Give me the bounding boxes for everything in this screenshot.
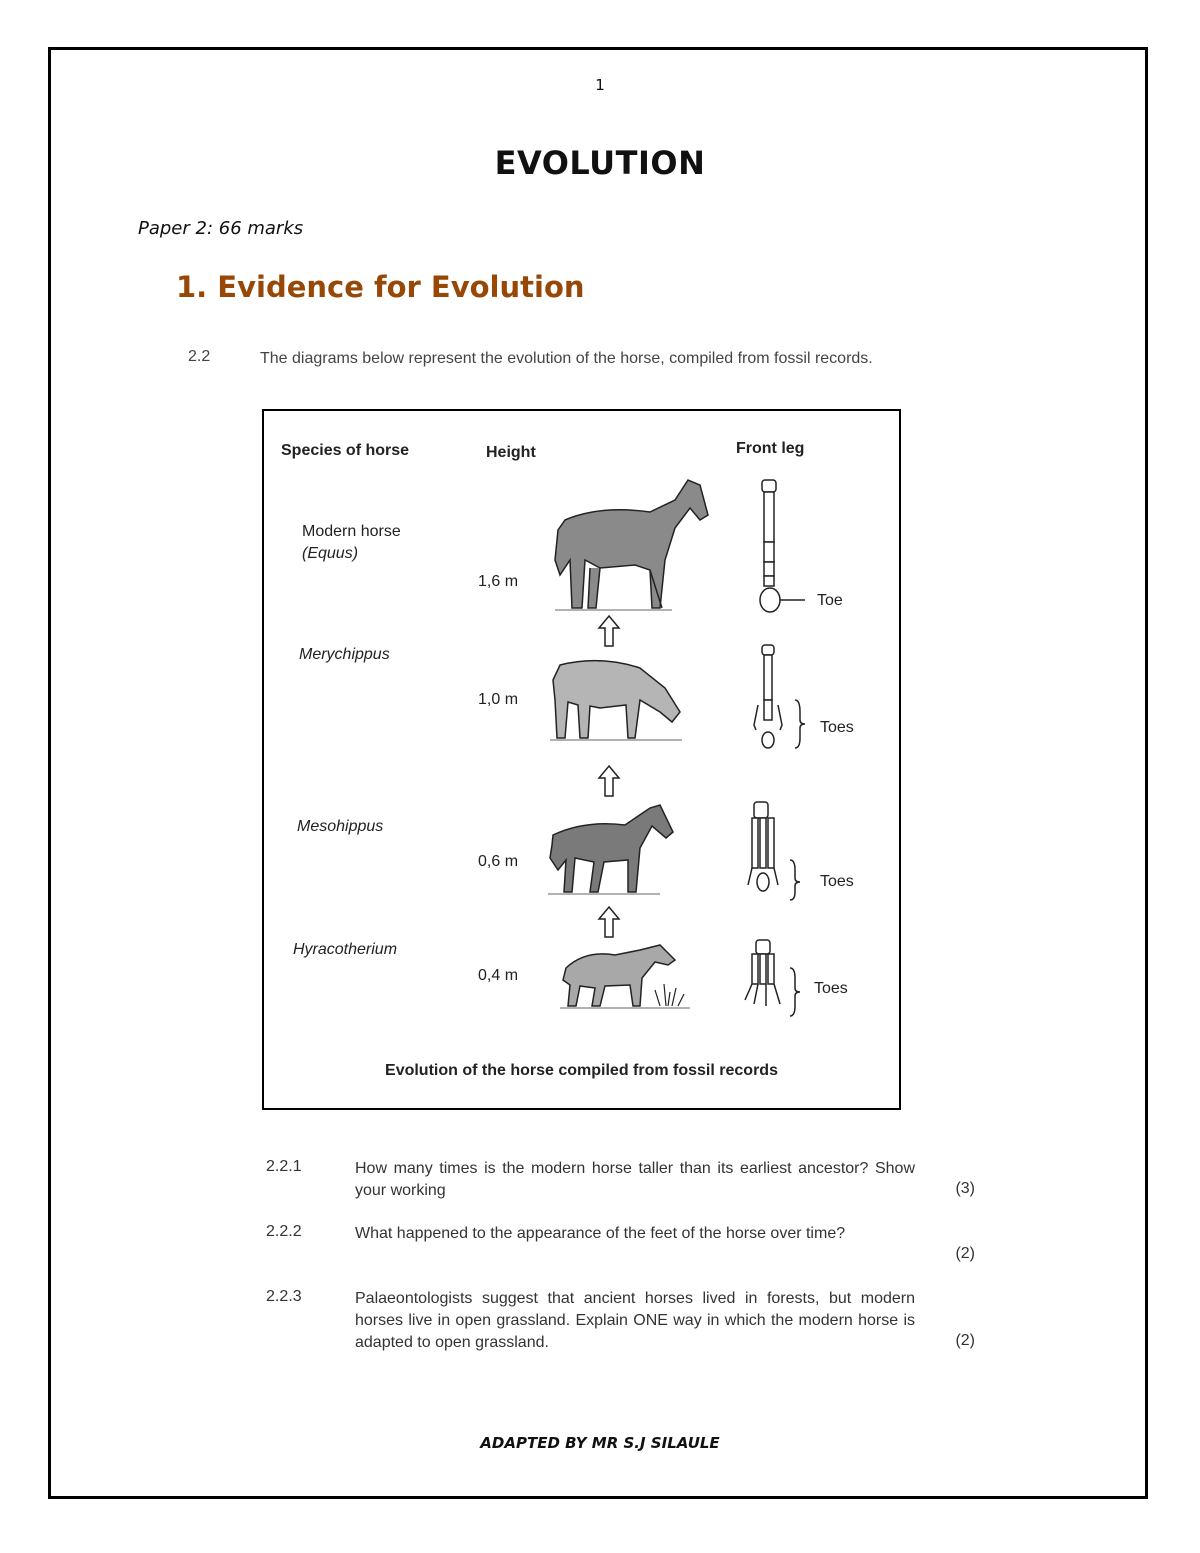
leg-bone-hyracotherium — [745, 940, 800, 1016]
page-number: 1 — [595, 76, 605, 94]
page-title: EVOLUTION — [494, 144, 706, 182]
height-mesohippus: 0,6 m — [478, 853, 519, 870]
species-label-merychippus: Merychippus — [299, 646, 390, 663]
species-sub-modern: (Equus) — [302, 545, 359, 562]
mesohippus-illustration — [548, 805, 673, 894]
species-label-hyracotherium: Hyracotherium — [293, 941, 398, 958]
header-height: Height — [486, 444, 536, 461]
merychippus-illustration — [550, 661, 682, 740]
sub-question-marks: (2) — [955, 1245, 975, 1262]
leg-bone-mesohippus — [748, 802, 800, 900]
modern-horse-illustration — [555, 480, 708, 610]
sub-question-number: 2.2.2 — [266, 1223, 302, 1240]
leg-bone-modern — [760, 480, 805, 612]
header-front-leg: Front leg — [736, 440, 805, 457]
species-label-mesohippus: Mesohippus — [297, 818, 384, 835]
header-species: Species of horse — [281, 442, 410, 459]
figure-caption: Evolution of the horse compiled from fossil records — [385, 1062, 778, 1079]
leg-label-modern: Toe — [817, 592, 843, 609]
height-modern: 1,6 m — [478, 573, 519, 590]
sub-question-number: 2.2.3 — [266, 1288, 302, 1305]
arrow-up-icon — [599, 766, 619, 796]
sub-question-text: Palaeontologists suggest that ancient horses lived in forests, but modern horses live in open grassland. Explain ONE way in which the modern horse is adapted to open grassland. — [355, 1290, 915, 1351]
arrow-up-icon — [599, 616, 619, 646]
height-hyracotherium: 0,4 m — [478, 967, 519, 984]
question-number: 2.2 — [188, 348, 211, 365]
species-label-modern: Modern horse — [302, 523, 401, 540]
footer: ADAPTED BY MR S.J SILAULE — [480, 1434, 720, 1452]
arrow-up-icon — [599, 907, 619, 937]
leg-label-hyracotherium: Toes — [814, 980, 848, 997]
grass-tuft — [655, 984, 684, 1006]
leg-label-mesohippus: Toes — [820, 873, 854, 890]
sub-question-text: What happened to the appearance of the feet of the horse over time? — [355, 1225, 846, 1242]
sub-question-marks: (2) — [955, 1332, 975, 1349]
leg-label-merychippus: Toes — [820, 719, 854, 736]
leg-bone-merychippus — [754, 645, 805, 748]
height-merychippus: 1,0 m — [478, 691, 519, 708]
sub-question-marks: (3) — [955, 1180, 975, 1197]
sub-question-number: 2.2.1 — [266, 1158, 302, 1175]
question-text: The diagrams below represent the evolution of the horse, compiled from fossil records. — [260, 350, 873, 367]
sub-question-text: How many times is the modern horse taller than its earliest ancestor? Show your working — [355, 1160, 915, 1199]
section-heading: 1. Evidence for Evolution — [176, 270, 585, 304]
hyracotherium-illustration — [560, 945, 690, 1008]
paper-marks: Paper 2: 66 marks — [138, 218, 304, 239]
